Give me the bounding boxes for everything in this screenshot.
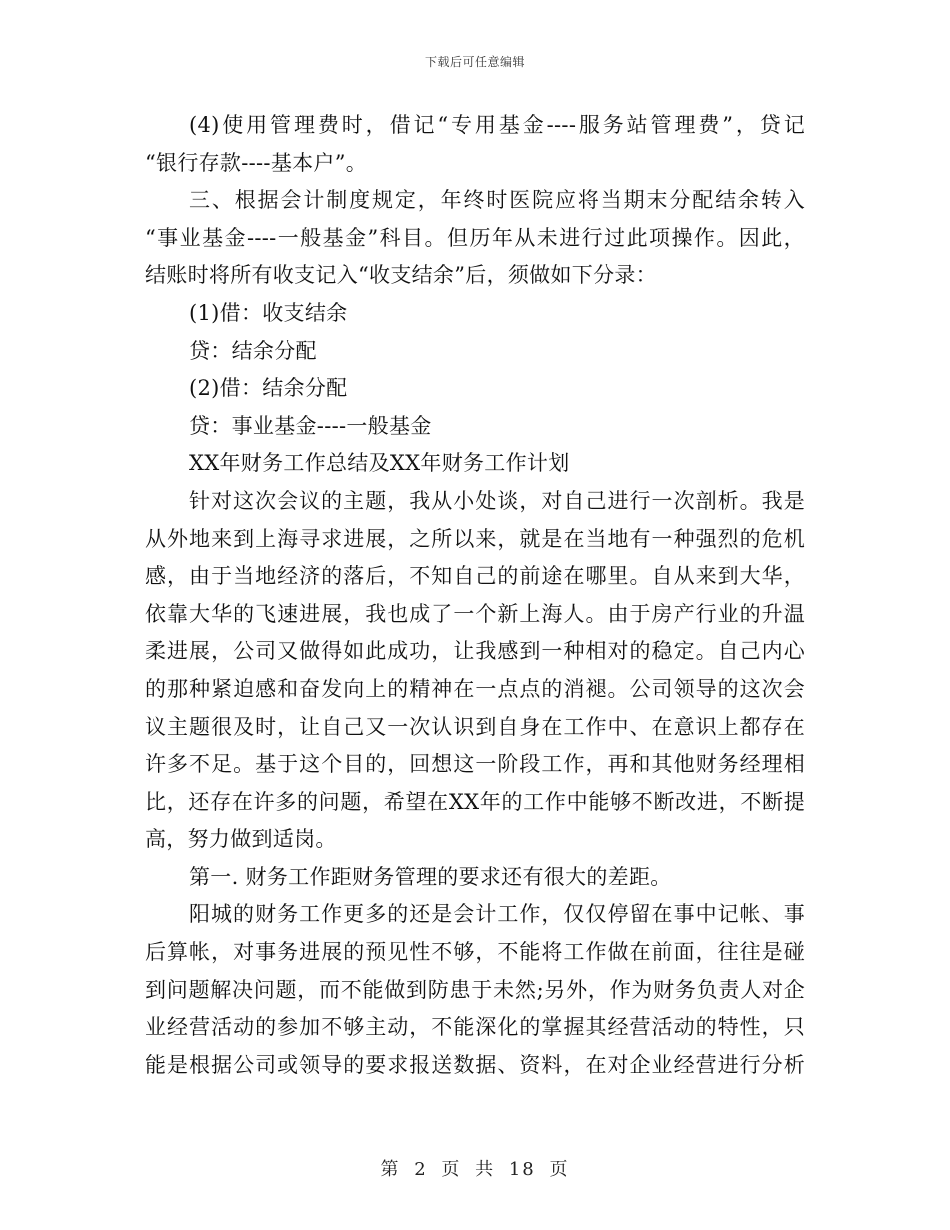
entry-line: 贷：事业基金----一般基金	[189, 413, 432, 438]
paragraph-line: 阳城的财务工作更多的还是会计工作，仅仅停留在事中记帐、事	[189, 902, 805, 927]
paragraph-line: “银行存款----基本户”。	[145, 150, 368, 175]
section-title: XX年财务工作总结及XX年财务工作计划	[189, 451, 570, 476]
paragraph-line: 能是根据公司或领导的要求报送数据、资料，在对企业经营进行分析	[145, 1052, 805, 1077]
paragraph-line: 三、根据会计制度规定，年终时医院应将当期末分配结余转入	[189, 188, 805, 213]
paragraph-line: 结账时将所有收支记入“收支结余”后，须做如下分录：	[145, 263, 657, 288]
paragraph-line: 依靠大华的飞速进展，我也成了一个新上海人。由于房产行业的升温	[145, 601, 805, 626]
paragraph-line: 后算帐，对事务进展的预见性不够，不能将工作做在前面，往往是碰	[145, 940, 805, 965]
paragraph-line: 许多不足。基于这个目的，回想这一阶段工作，再和其他财务经理相	[145, 752, 805, 777]
paragraph-line: 感，由于当地经济的落后，不知自己的前途在哪里。自从来到大华，	[145, 564, 805, 589]
paragraph-line: 的那种紧迫感和奋发向上的精神在一点点的消褪。公司领导的这次会	[145, 676, 805, 701]
paragraph-line: 从外地来到上海寻求进展，之所以来，就是在当地有一种强烈的危机	[145, 526, 805, 551]
paragraph-line: 业经营活动的参加不够主动，不能深化的掌握其经营活动的特性，只	[145, 1015, 805, 1040]
paragraph-line: (4)使用管理费时，借记“专用基金----服务站管理费”，贷记	[189, 113, 805, 137]
paragraph-line: 比，还存在许多的问题，希望在XX年的工作中能够不断改进，不断提	[145, 789, 805, 814]
page-footer: 第 2 页 共 18 页	[380, 1159, 570, 1180]
page-header: 下载后可任意编辑	[424, 55, 525, 69]
paragraph-line: 针对这次会议的主题，我从小处谈，对自己进行一次剖析。我是	[189, 488, 805, 513]
paragraph-line: 高，努力做到适岗。	[145, 827, 337, 852]
paragraph-line: 到问题解决问题，而不能做到防患于未然;另外，作为财务负责人对企	[145, 977, 805, 1002]
entry-line: (2)借：结余分配	[189, 376, 348, 401]
paragraph-line: “事业基金----一般基金”科目。但历年从未进行过此项操作。因此，	[145, 225, 805, 250]
document-body	[145, 107, 805, 1084]
entry-line: (1)借：收支结余	[189, 300, 348, 325]
paragraph-line: 柔进展，公司又做得如此成功，让我感到一种相对的稳定。自己内心	[145, 639, 805, 664]
paragraph-line: 议主题很及时，让自己又一次认识到自身在工作中、在意识上都存在	[145, 714, 805, 739]
section-heading: 第一. 财务工作距财务管理的要求还有很大的差距。	[189, 864, 672, 889]
entry-line: 贷：结余分配	[189, 338, 317, 363]
